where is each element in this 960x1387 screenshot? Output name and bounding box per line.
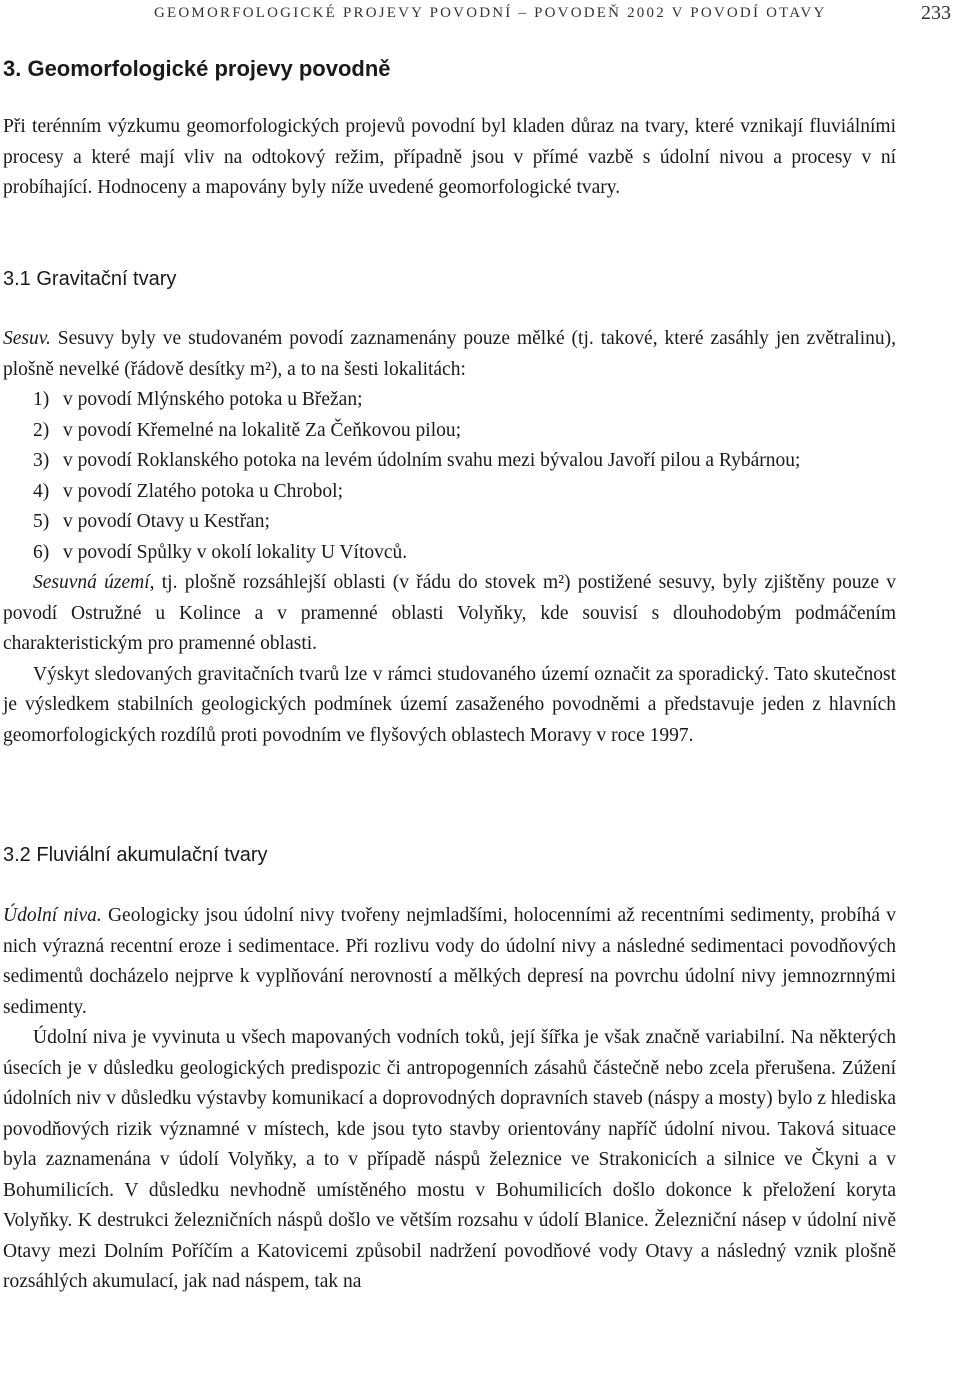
section-3-2-body xyxy=(3,901,896,1298)
list-item xyxy=(3,446,896,477)
floodplain-paragraph: Údolní niva je vyvinuta u všech mapovaných vodních toků, její šířka je však značně variabilní. Na některých úsecích je v důsledku geologických predispozic či antropogenních zásahů částečně nebo zcela přerušena. Zúžení údolních niv v důsledku výstavby komunikací a doprovodných dopravních staveb (náspy a mosty) bylo z hlediska povodňových rizik významné v místech, kde jsou tyto stavby orientovány napříč údolní nivou. Taková situace byla zaznamenána v údolí Volyňky, a to v případě náspů železnice ve Strakonicích a silnice ve Čkyni a v Bohumilicích. V důsledku nevhodně umístěného mostu v Bohumilicích došlo dokonce k přeložení koryta Volyňky. K destrukci železničních náspů došlo ve větším rozsahu v údolí Blanice. Železniční násep v údolní nivě Otavy mezi Dolním Poříčím a Katovicemi způsobil nadržení povodňové vody Otavy a následný vznik plošně rozsáhlých akumulací, jak nad náspem, tak na xyxy=(3,1027,896,1292)
list-item xyxy=(3,416,896,447)
sesuv-term: Sesuv. xyxy=(3,328,51,349)
list-item xyxy=(3,385,896,416)
list-item xyxy=(3,507,896,538)
intro-text: Při terénním výzkumu geomorfologických projevů povodní byl kladen důraz na tvary, které vznikají fluviálními procesy a které mají vliv na odtokový režim, případně jsou v přímé vazbě s údolní nivou a procesy v ní probíhající. Hodnoceny a mapovány byly níže uvedené geomorfologické tvary. xyxy=(3,116,896,198)
sesuvna-paragraph xyxy=(3,568,896,660)
running-title: GEOMORFOLOGICKÉ PROJEVY POVODNÍ – POVODEŇ 2002 V POVODÍ OTAVY xyxy=(154,5,827,21)
list-item-text: v povodí Roklanského potoka na levém údolním svahu mezi bývalou Javoří pilou a Rybárnou; xyxy=(63,450,801,471)
list-item-text: v povodí Otavy u Kestřan; xyxy=(63,511,270,532)
list-item-number: 2) xyxy=(33,419,50,441)
section-heading-3: 3. Geomorfologické projevy povodně xyxy=(3,56,391,81)
list-item-number: 1) xyxy=(33,389,50,410)
niva-term: Údolní niva. xyxy=(3,905,102,926)
list-item-number: 4) xyxy=(33,480,50,502)
sesuv-paragraph xyxy=(3,324,896,385)
sesuv-text: Sesuvy byly ve studovaném povodí zaznamenány pouze mělké (tj. takové, které zasáhly jen zvětralinu), plošně nevelké (řádově desítky m²), a to na šesti lokalitách: xyxy=(3,328,896,380)
sesuvna-term: Sesuvná území xyxy=(33,572,150,593)
page-number: 233 xyxy=(921,2,951,24)
niva-text: Geologicky jsou údolní nivy tvořeny nejmladšími, holocenními až recentními sedimenty, probíhá v nich výrazná recentní eroze i sedimentace. Při rozlivu vody do údolní nivy a následné sedimentaci povodňových sedimentů docházelo nejprve k vyplňování nerovností a mělkých depresí na povrchu údolní nivy jemnozrnnými sedimenty. xyxy=(3,905,896,1018)
list-item-number: 5) xyxy=(33,511,50,532)
niva-paragraph xyxy=(3,901,896,1023)
landslide-locations-list xyxy=(3,385,896,568)
list-item-text: v povodí Spůlky v okolí lokality U Vítovců. xyxy=(63,541,408,563)
list-item xyxy=(3,477,896,508)
list-item-text: v povodí Křemelné na lokalitě Za Čeňkovou pilou; xyxy=(63,419,462,441)
intro-paragraph xyxy=(3,112,896,204)
list-item-number: 3) xyxy=(33,450,50,471)
gravitational-summary-paragraph: Výskyt sledovaných gravitačních tvarů lze v rámci studovaného území označit za sporadický. Tato skutečnost je výsledkem stabilních geologických podmínek území zasaženého povodněmi a představuje jeden z hlavních geomorfologických rozdílů proti povodním ve flyšových oblastech Moravy v roce 1997. xyxy=(3,663,896,746)
list-item-number: 6) xyxy=(33,541,50,563)
section-3-1-body xyxy=(3,324,896,751)
list-item-text: v povodí Mlýnského potoka u Břežan; xyxy=(63,389,363,410)
section-heading-3-1: 3.1 Gravitační tvary xyxy=(3,268,177,290)
list-item-text: v povodí Zlatého potoka u Chrobol; xyxy=(63,480,344,502)
sesuvna-text: , tj. plošně rozsáhlejší oblasti (v řádu do stovek m²) postižené sesuvy, byly zjištěny pouze v povodí Ostružné u Kolince a v pramenné oblasti Volyňky, kde souvisí s dlouhodobým podmáčením charakteristickým pro pramenné oblasti. xyxy=(3,572,896,654)
list-item xyxy=(3,538,896,569)
section-heading-3-2: 3.2 Fluviální akumulační tvary xyxy=(3,844,268,866)
